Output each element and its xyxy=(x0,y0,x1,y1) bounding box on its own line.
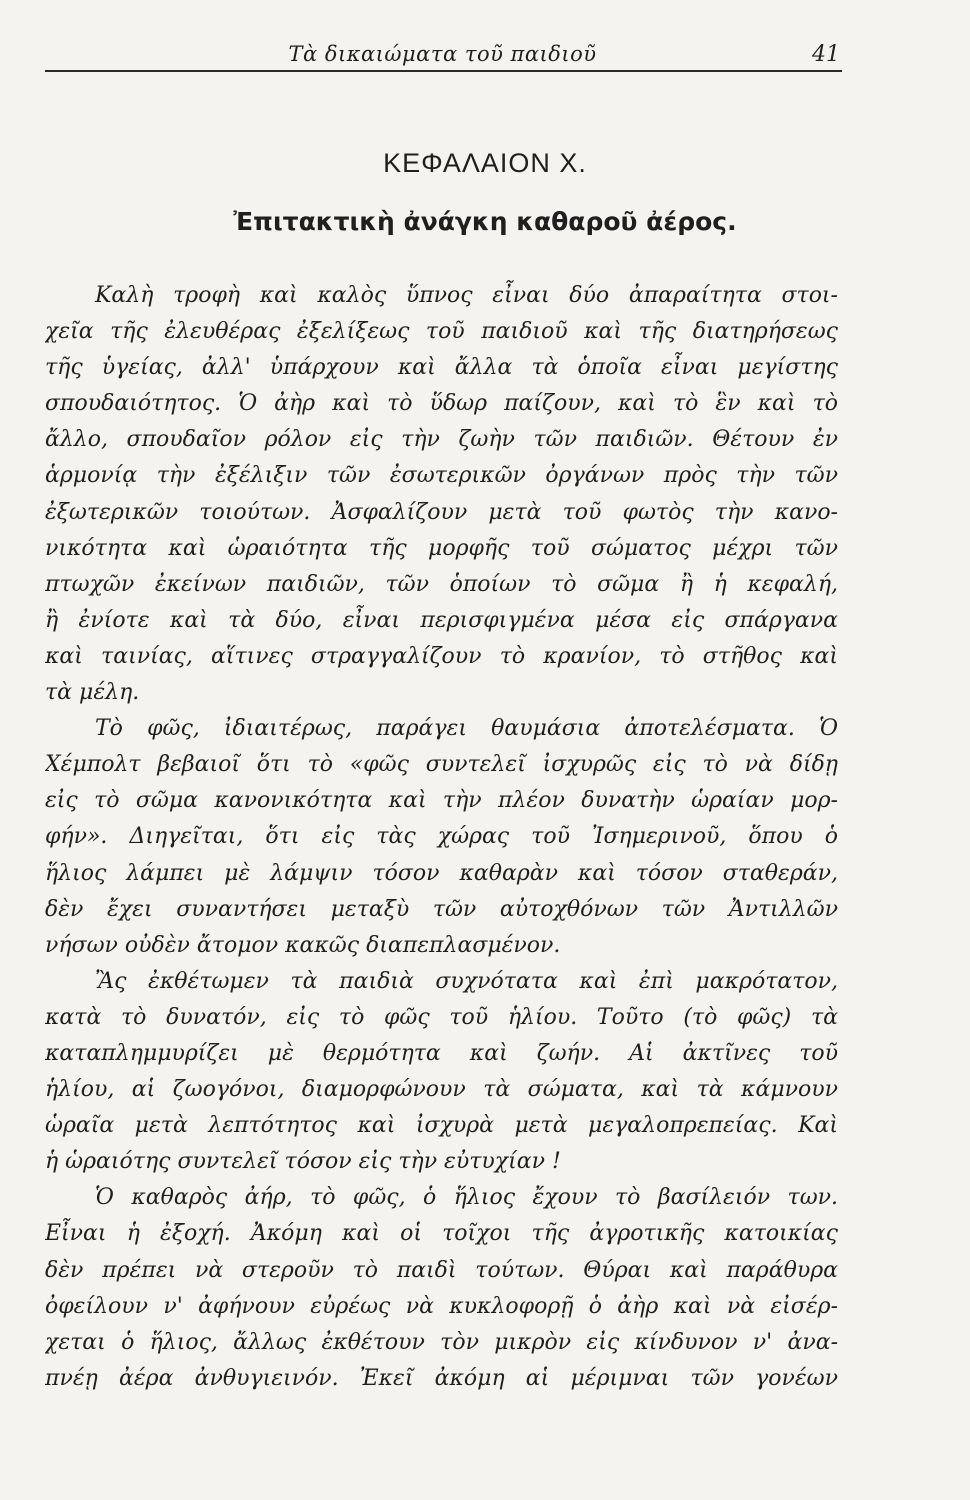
chapter-heading: ΚΕΦΑΛΑΙΟΝ Χ. xyxy=(383,148,587,178)
header-rule xyxy=(45,70,842,72)
text-line: σπουδαιότητος. Ὁ ἀὴρ καὶ τὸ ὕδωρ παίζουν, καὶ τὸ ἓν καὶ τὸ xyxy=(45,391,838,417)
text-line: ὡραῖα μετὰ λεπτότητος καὶ ἰσχυρὰ μετὰ μεγαλοπρεπείας. Καὶ xyxy=(45,1113,838,1139)
text-line: ἡ ὡραιότης συντελεῖ τόσον εἰς τὴν εὐτυχίαν ! xyxy=(45,1149,561,1175)
text-line: ἥλιος λάμπει μὲ λάμψιν τόσον καθαρὰν καὶ τόσον σταθεράν, xyxy=(45,860,838,886)
text-line: εἰς τὸ σῶμα κανονικότητα καὶ τὴν πλέον δυνατὴν ὡραίαν μορ- xyxy=(45,788,838,814)
text-line: Καλὴ τροφὴ καὶ καλὸς ὕπνος εἶναι δύο ἀπαραίτητα στοι- xyxy=(95,283,838,308)
text-line: τῆς ὑγείας, ἀλλ' ὑπάρχουν καὶ ἄλλα τὰ ὁποῖα εἶναι μεγίστης xyxy=(45,355,838,381)
text-line: χεται ὁ ἥλιος, ἄλλως ἐκθέτουν τὸν μικρὸν εἰς κίνδυνον ν' ἀνα- xyxy=(45,1329,838,1355)
running-title: Τὰ δικαιώματα τοῦ παιδιοῦ xyxy=(288,42,597,66)
text-line: Ὁ καθαρὸς ἀήρ, τὸ φῶς, ὁ ἥλιος ἔχουν τὸ βασίλειόν των. xyxy=(95,1185,838,1211)
text-line: πνέῃ ἀέρα ἀνθυγιεινόν. Ἐκεῖ ἀκόμη αἱ μέριμναι τῶν γονέων xyxy=(45,1365,838,1391)
body-text xyxy=(45,278,838,1397)
text-line: νήσων οὐδὲν ἄτομον κακῶς διαπεπλασμένον. xyxy=(45,932,561,958)
text-line: Χέμπολτ βεβαιοῖ ὅτι τὸ «φῶς συντελεῖ ἰσχυρῶς εἰς τὸ νὰ δίδῃ xyxy=(45,752,838,778)
text-line: ἁρμονίᾳ τὴν ἐξέλιξιν τῶν ἐσωτερικῶν ὀργάνων πρὸς τὴν τῶν xyxy=(45,463,838,489)
text-line: Εἶναι ἡ ἐξοχή. Ἀκόμη καὶ οἱ τοῖχοι τῆς ἀγροτικῆς κατοικίας xyxy=(45,1221,838,1247)
page-number: 41 xyxy=(812,42,840,67)
text-line: ἡλίου, αἱ ζωογόνοι, διαμορφώνουν τὰ σώματα, καὶ τὰ κάμνουν xyxy=(45,1077,838,1103)
text-line: δὲν ἔχει συναντήσει μεταξὺ τῶν αὐτοχθόνων τῶν Ἀντιλλῶν xyxy=(45,896,838,922)
text-line: πτωχῶν ἐκείνων παιδιῶν, τῶν ὁποίων τὸ σῶμα ἢ ἡ κεφαλή, xyxy=(45,571,838,597)
text-line: ἢ ἐνίοτε καὶ τὰ δύο, εἶναι περισφιγμένα μέσα εἰς σπάργανα xyxy=(45,607,838,633)
text-line: φήν». Διηγεῖται, ὅτι εἰς τὰς χώρας τοῦ Ἰσημερινοῦ, ὅπου ὁ xyxy=(45,824,838,850)
text-line: καταπλημμυρίζει μὲ θερμότητα καὶ ζωήν. Αἱ ἀκτῖνες τοῦ xyxy=(45,1040,838,1066)
text-line: Ἂς ἐκθέτωμεν τὰ παιδιὰ συχνότατα καὶ ἐπὶ μακρότατον, xyxy=(95,968,838,994)
running-header xyxy=(45,38,840,72)
text-line: ἄλλο, σπουδαῖον ρόλον εἰς τὴν ζωὴν τῶν παιδιῶν. Θέτουν ἐν xyxy=(45,427,838,453)
text-line: κατὰ τὸ δυνατόν, εἰς τὸ φῶς τοῦ ἡλίου. Τοῦτο (τὸ φῶς) τὰ xyxy=(45,1004,838,1030)
text-line: ὀφείλουν ν' ἀφήνουν εὐρέως νὰ κυκλοφορῇ ὁ ἀὴρ καὶ νὰ εἰσέρ- xyxy=(45,1293,838,1319)
text-line: Τὸ φῶς, ἰδιαιτέρως, παράγει θαυμάσια ἀποτελέσματα. Ὁ xyxy=(95,716,838,742)
text-line: νικότητα καὶ ὡραιότητα τῆς μορφῆς τοῦ σώματος μέχρι τῶν xyxy=(45,535,838,561)
text-line: καὶ ταινίας, αἵτινες στραγγαλίζουν τὸ κρανίον, τὸ στῆθος καὶ xyxy=(45,643,838,669)
text-line: χεῖα τῆς ἐλευθέρας ἐξελίξεως τοῦ παιδιοῦ καὶ τῆς διατηρήσεως xyxy=(45,319,838,345)
chapter-subtitle: Ἐπιτακτικὴ ἀνάγκη καθαροῦ ἀέρος. xyxy=(233,207,737,236)
text-line: ἐξωτερικῶν τοιούτων. Ἀσφαλίζουν μετὰ τοῦ φωτὸς τὴν κανο- xyxy=(45,499,838,525)
text-line: τὰ μέλη. xyxy=(45,680,140,706)
text-line: δὲν πρέπει νὰ στεροῦν τὸ παιδὶ τούτων. Θύραι καὶ παράθυρα xyxy=(45,1257,838,1283)
